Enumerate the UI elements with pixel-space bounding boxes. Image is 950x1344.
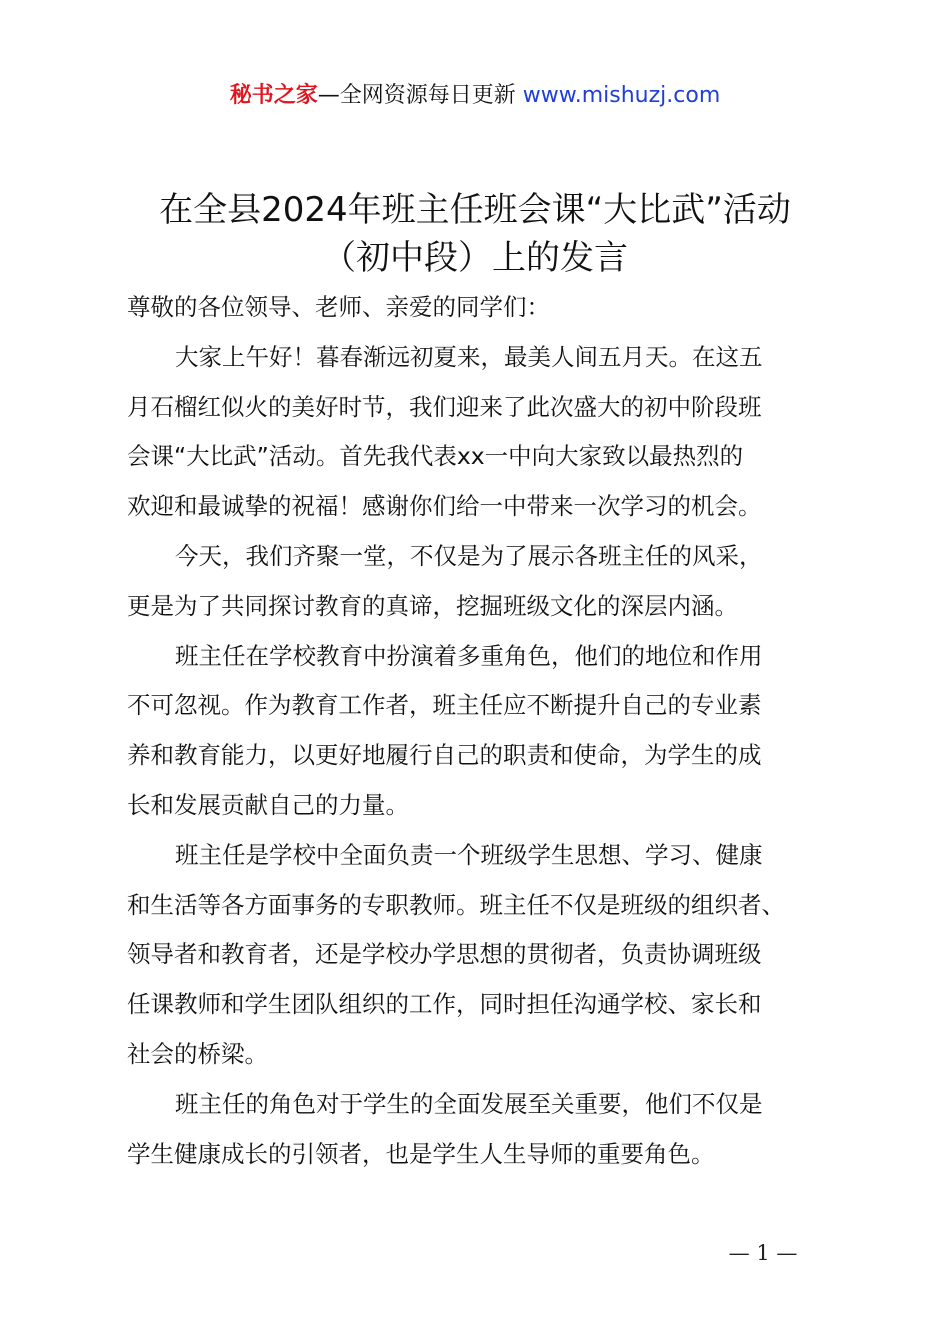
title-line-1: 在全县2024年班主任班会课“大比武”活动 — [159, 190, 791, 230]
body-line: 更是为了共同探讨教育的真谛，挖掘班级文化的深层内涵。 — [127, 591, 738, 620]
body-line: 会课“大比武”活动。首先我代表xx一中向大家致以最热烈的 — [127, 442, 744, 471]
brand-name: 秘书之家 — [229, 83, 318, 108]
body-line: 任课教师和学生团队组织的工作，同时担任沟通学校、家长和 — [127, 990, 762, 1019]
body-line: 长和发展贡献自己的力量。 — [127, 790, 409, 819]
site-header — [0, 80, 950, 112]
body-line: 大家上午好！暮春渐远初夏来，最美人间五月天。在这五 — [175, 342, 763, 371]
document-title — [110, 186, 840, 282]
title-line-2: （初中段）上的发言 — [322, 238, 628, 278]
page-number: — 1 — — [728, 1241, 798, 1265]
body-line: 社会的桥梁。 — [127, 1039, 268, 1068]
body-line: 今天，我们齐聚一堂，不仅是为了展示各班主任的风采， — [175, 541, 763, 570]
body-line: 学生健康成长的引领者，也是学生人生导师的重要角色。 — [127, 1139, 715, 1168]
body-line: 和生活等各方面事务的专职教师。班主任不仅是班级的组织者、 — [127, 890, 785, 919]
body-line: 不可忽视。作为教育工作者，班主任应不断提升自己的专业素 — [127, 691, 762, 720]
body-line: 养和教育能力，以更好地履行自己的职责和使命，为学生的成 — [127, 741, 762, 770]
speech-body — [127, 283, 832, 1179]
body-line: 班主任在学校教育中扮演着多重角色，他们的地位和作用 — [175, 641, 763, 670]
site-url-link[interactable]: www.mishuzj.com — [522, 83, 721, 108]
header-tagline: —全网资源每日更新 — [317, 83, 516, 108]
body-line: 班主任是学校中全面负责一个班级学生思想、学习、健康 — [175, 840, 763, 869]
body-line: 班主任的角色对于学生的全面发展至关重要，他们不仅是 — [175, 1089, 763, 1118]
body-line: 领导者和教育者，还是学校办学思想的贯彻者，负责协调班级 — [127, 940, 762, 969]
salutation: 尊敬的各位领导、老师、亲爱的同学们： — [127, 293, 550, 321]
body-line: 欢迎和最诚挚的祝福！感谢你们给一中带来一次学习的机会。 — [127, 492, 762, 521]
body-line: 月石榴红似火的美好时节，我们迎来了此次盛大的初中阶段班 — [127, 392, 762, 421]
